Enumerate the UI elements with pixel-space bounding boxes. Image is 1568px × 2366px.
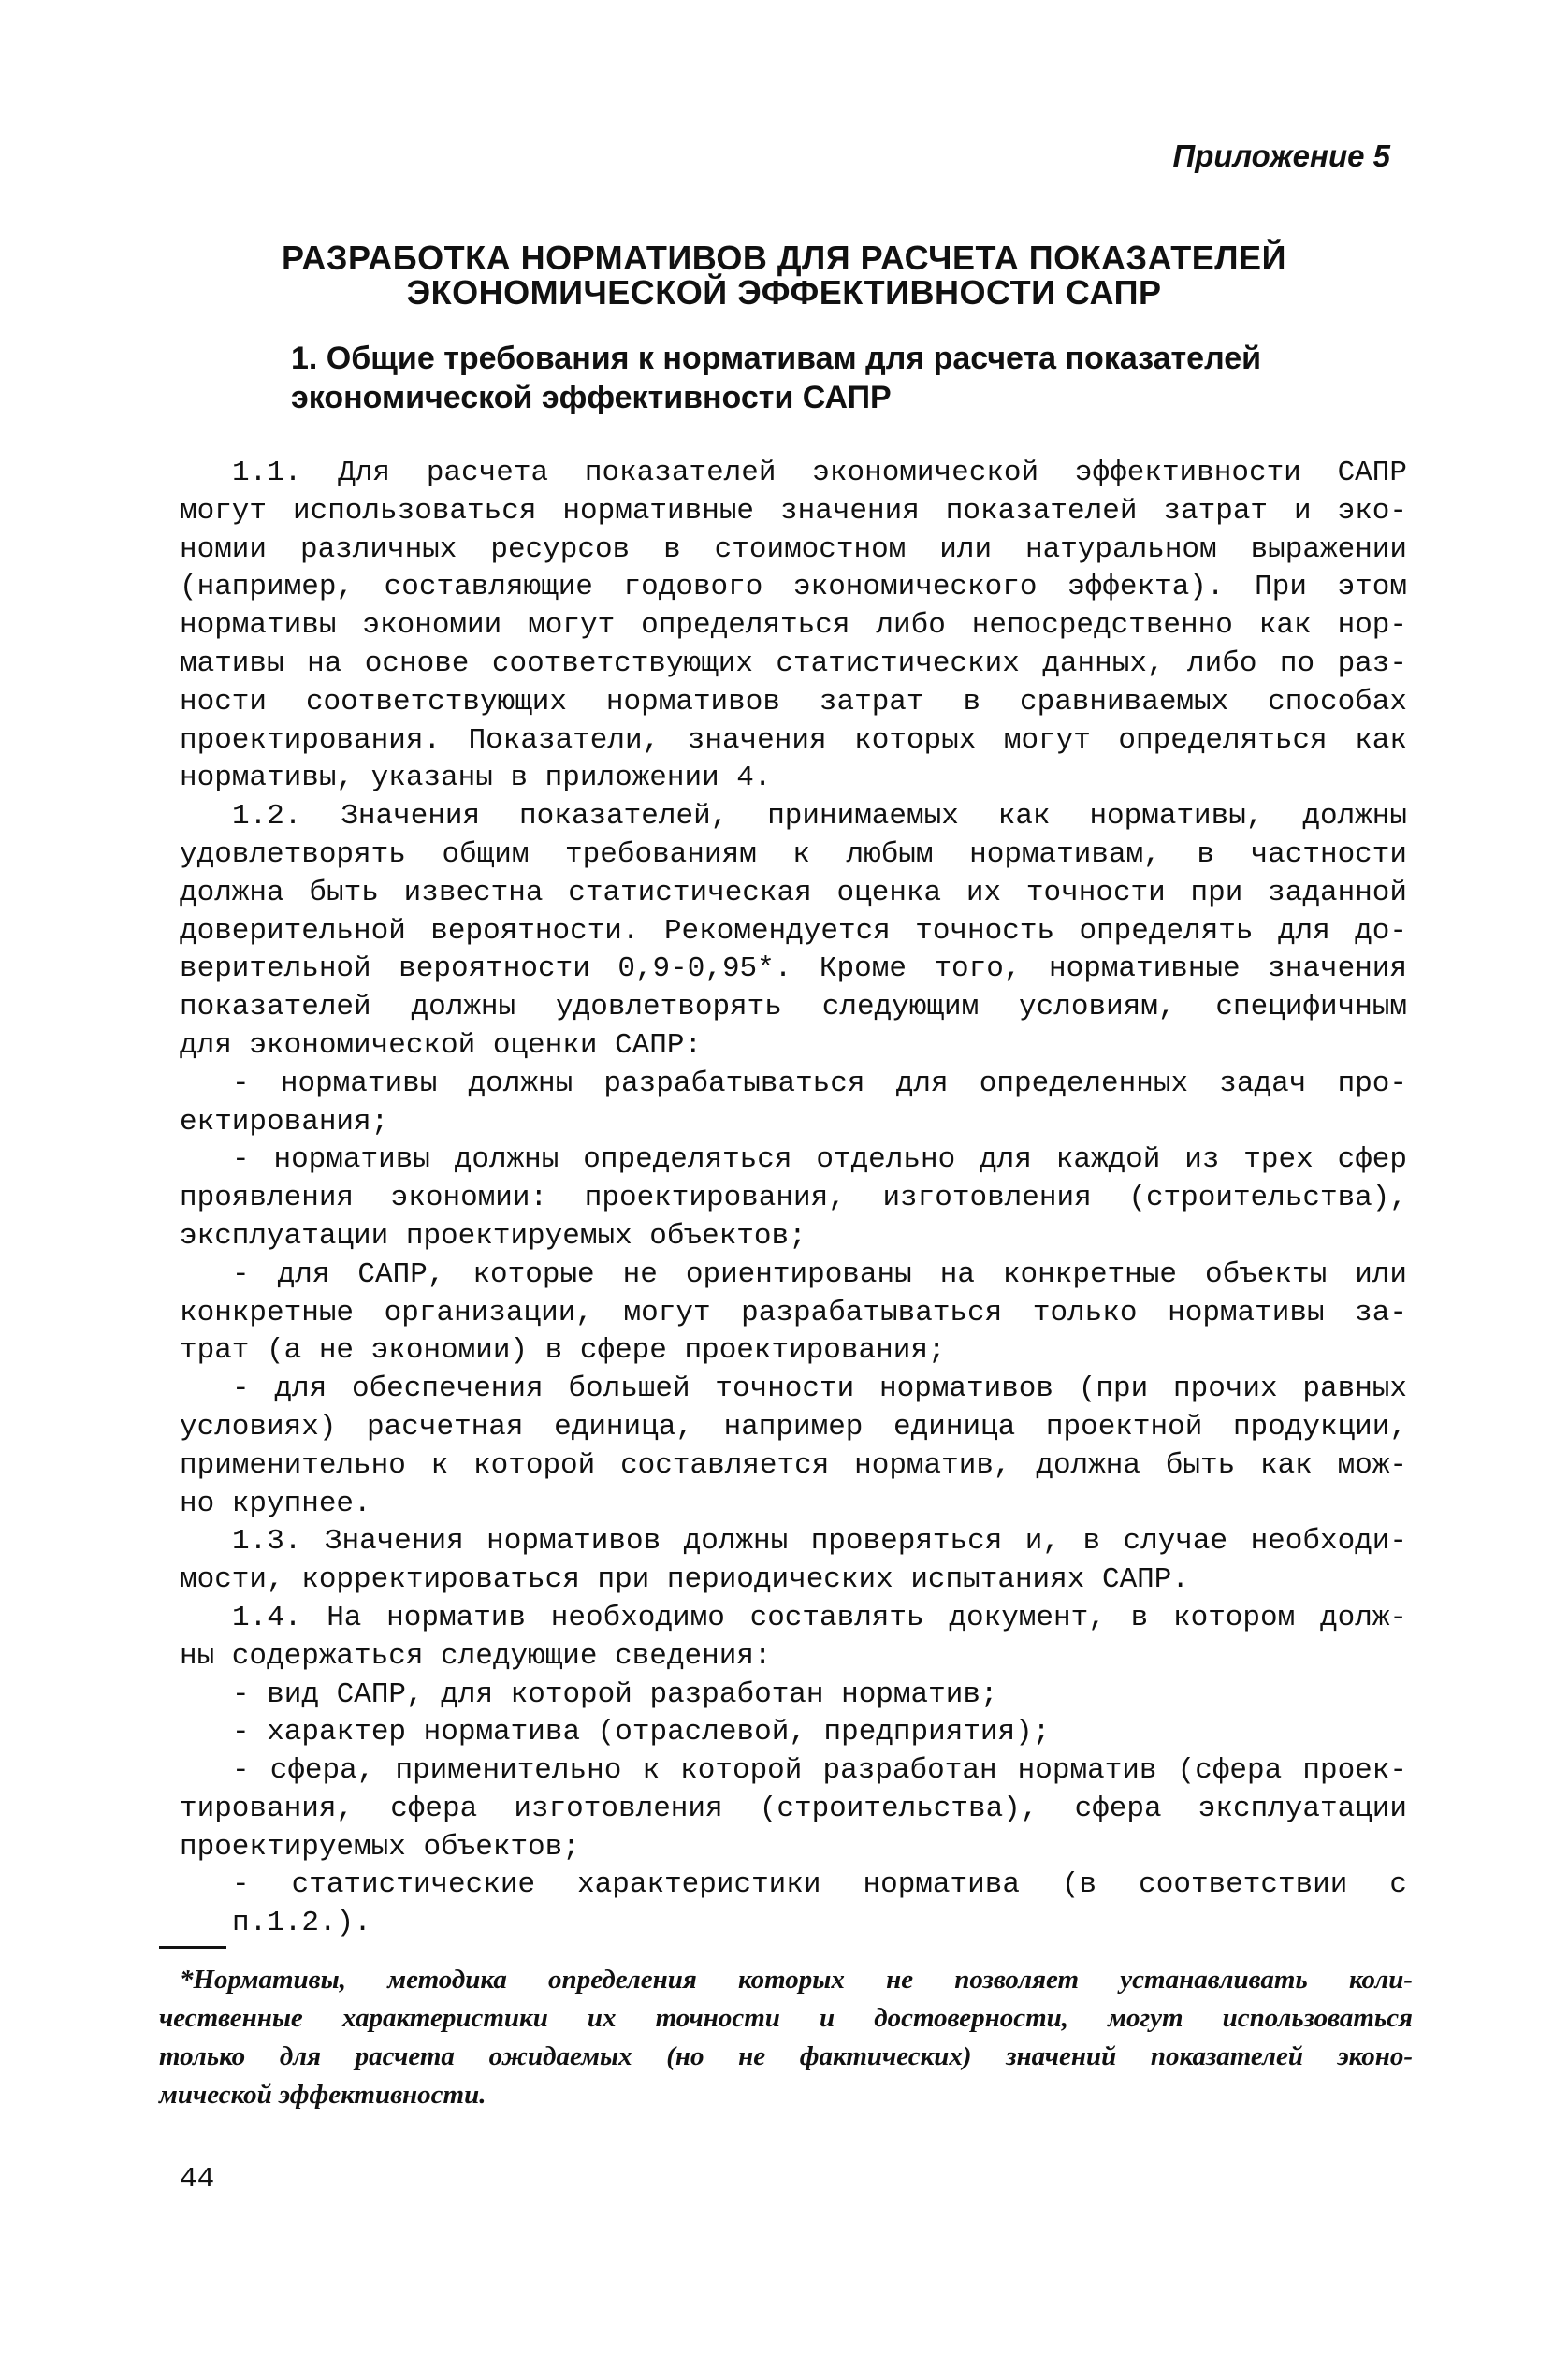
- body-line: могут использоваться нормативные значения показателей затрат и эко-: [180, 494, 1407, 528]
- body-line: - сфера, применительно к которой разработан норматив (сфера проек-: [232, 1754, 1407, 1788]
- section-heading-line-1: 1. Общие требования к нормативам для расчета показателей: [291, 341, 1262, 376]
- footnote-line: *Нормативы, методика определения которых не позволяет устанавливать коли-: [180, 1965, 1413, 1995]
- document-title-line-2: ЭКОНОМИЧЕСКОЙ ЭФФЕКТИВНОСТИ САПР: [406, 273, 1162, 312]
- section-heading-line-2: экономической эффективности САПР: [291, 380, 892, 415]
- body-line: нормативы экономии могут определяться либо непосредственно как нор-: [180, 609, 1407, 643]
- body-line: но крупнее.: [180, 1487, 371, 1520]
- body-line: мативы на основе соответствующих статистических данных, либо по раз-: [180, 646, 1407, 680]
- body-line: 1.1. Для расчета показателей экономической эффективности САПР: [232, 457, 1407, 489]
- appendix-label: Приложение 5: [1172, 138, 1390, 173]
- body-line: 1.4. На норматив необходимо составлять документ, в котором долж-: [232, 1601, 1407, 1634]
- body-line: верительной вероятности 0,9-0,95*. Кроме того, нормативные значения: [180, 952, 1407, 986]
- footnote: [159, 1961, 1413, 2114]
- page-number: 44: [180, 2163, 215, 2196]
- body-line: нормативы, указаны в приложении 4.: [180, 762, 772, 795]
- body-line: - характер норматива (отраслевой, предприятия);: [232, 1716, 1051, 1749]
- body-line: проявления экономии: проектирования, изготовления (строительства),: [180, 1182, 1407, 1215]
- body-line: - вид САПР, для которой разработан норматив;: [232, 1677, 998, 1711]
- body-line: ны содержаться следующие сведения:: [180, 1639, 772, 1673]
- body-line: удовлетворять общим требованиям к любым нормативам, в частности: [180, 837, 1407, 871]
- body-line: должна быть известна статистическая оценка их точности при заданной: [180, 876, 1407, 909]
- body-line: (например, составляющие годового экономического эффекта). При этом: [180, 571, 1407, 604]
- body-line: проектируемых объектов;: [180, 1830, 580, 1864]
- body-line: номии различных ресурсов в стоимостном или натуральном выражении: [180, 532, 1407, 566]
- body-line: ектирования;: [180, 1105, 389, 1139]
- body-line: - для САПР, которые не ориентированы на конкретные объекты или: [232, 1257, 1407, 1291]
- document-title-line-1: РАЗРАБОТКА НОРМАТИВОВ ДЛЯ РАСЧЕТА ПОКАЗАТЕЛЕЙ: [282, 239, 1286, 277]
- body-line: эксплуатации проектируемых объектов;: [180, 1219, 806, 1253]
- footnote-line: только для расчета ожидаемых (но не фактических) значений показателей эконо-: [159, 2041, 1413, 2071]
- body-line: трат (а не экономии) в сфере проектирования;: [180, 1334, 946, 1368]
- body-line: условиях) расчетная единица, например единица проектной продукции,: [180, 1410, 1407, 1444]
- body-line: - статистические характеристики норматива (в соответствии с п.1.2.).: [232, 1868, 1407, 1940]
- body-line: мости, корректироваться при периодических испытаниях САПР.: [180, 1563, 1189, 1597]
- footnote-line: чественные характеристики их точности и достоверности, могут использоваться: [159, 2003, 1413, 2033]
- body-line: 1.3. Значения нормативов должны проверяться и, в случае необходи-: [232, 1525, 1407, 1559]
- body-line: тирования, сфера изготовления (строительства), сфера эксплуатации: [180, 1792, 1407, 1825]
- body-line: доверительной вероятности. Рекомендуется точность определять для до-: [180, 914, 1407, 948]
- body-text: [180, 455, 1407, 1940]
- body-line: - нормативы должны определяться отдельно для каждой из трех сфер: [232, 1143, 1407, 1177]
- body-line: применительно к которой составляется норматив, должна быть как мож-: [180, 1448, 1407, 1482]
- body-line: 1.2. Значения показателей, принимаемых как нормативы, должны: [232, 800, 1407, 834]
- body-line: конкретные организации, могут разрабатываться только нормативы за-: [180, 1296, 1407, 1329]
- footnote-divider: [159, 1946, 226, 1949]
- body-line: ности соответствующих нормативов затрат в сравниваемых способах: [180, 685, 1407, 719]
- footnote-line: мической эффективности.: [159, 2080, 486, 2110]
- body-line: - нормативы должны разрабатываться для определенных задач про-: [232, 1067, 1407, 1100]
- body-line: - для обеспечения большей точности нормативов (при прочих равных: [232, 1372, 1407, 1406]
- body-line: проектирования. Показатели, значения которых могут определяться как: [180, 723, 1407, 757]
- body-line: показателей должны удовлетворять следующим условиям, специфичным: [180, 991, 1407, 1024]
- body-line: для экономической оценки САПР:: [180, 1028, 703, 1062]
